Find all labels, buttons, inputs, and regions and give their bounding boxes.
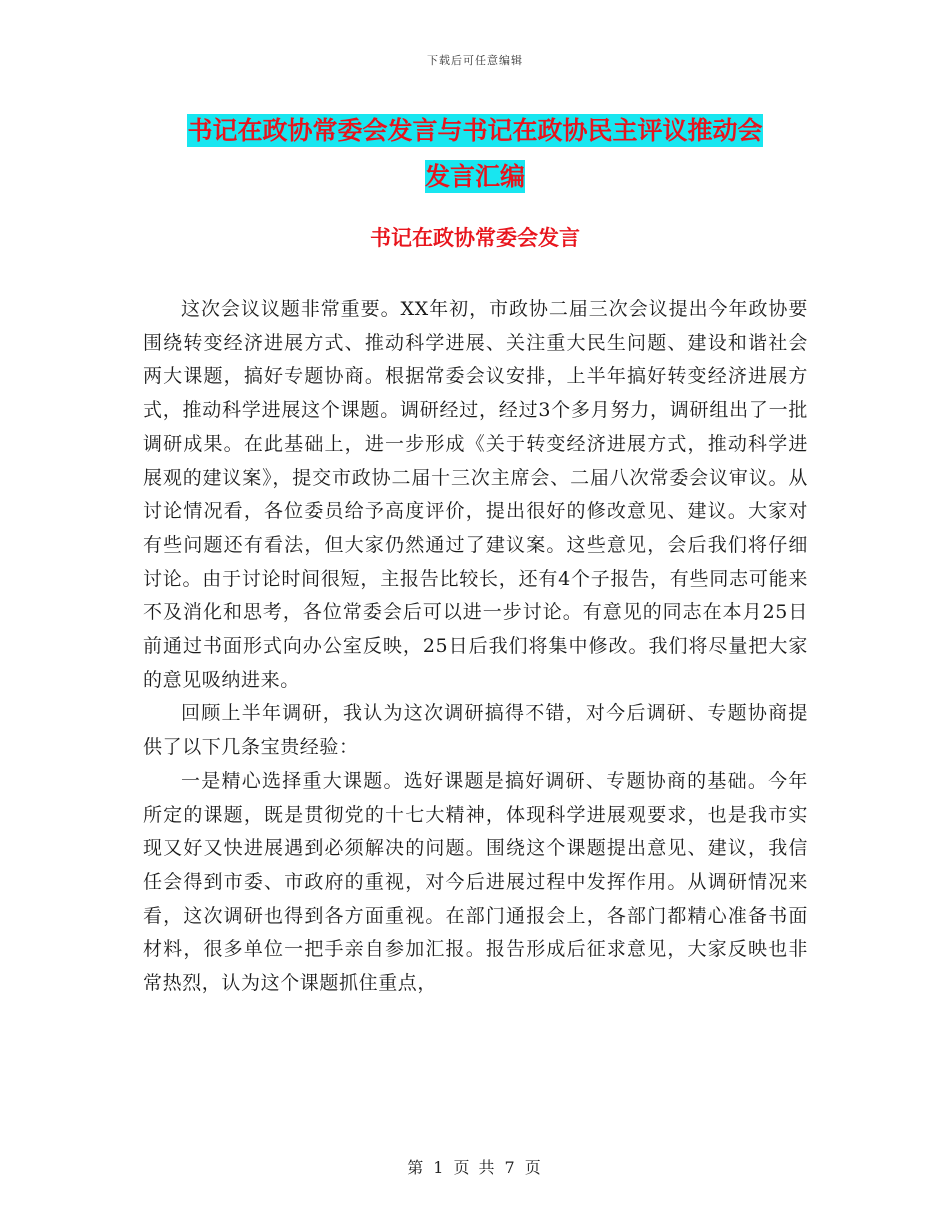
document-title xyxy=(140,108,810,200)
document-title-line1: 书记在政协常委会发言与书记在政协民主评议推动会 xyxy=(187,116,763,145)
document-title-line2: 发言汇编 xyxy=(424,162,525,191)
section-title: 书记在政协常委会发言 xyxy=(370,225,580,250)
footer-prefix: 第 xyxy=(407,1158,426,1177)
body-paragraph: 回顾上半年调研，我认为这次调研搞得不错，对今后调研、专题协商提供了以下几条宝贵经验： xyxy=(143,702,808,759)
footer-middle: 页 共 xyxy=(453,1158,497,1177)
body-paragraph: 一是精心选择重大课题。选好课题是搞好调研、专题协商的基础。今年所定的课题，既是贯彻党的十七大精神，体现科学进展观要求，也是我市实现又好又快进展遇到必须解决的问题。围绕这个课题提出意见、建议，我信任会得到市委、市政府的重视，对今后进展过程中发挥作用。从调研情况来看，这次调研也得到各方面重视。在部门通报会上，各部门都精心准备书面材料，很多单位一把手亲自参加汇报。报告形成后征求意见，大家反映也非常热烈，认为这个课题抓住重点， xyxy=(143,769,808,995)
page-header-note: 下载后可任意编辑 xyxy=(427,54,523,67)
footer-total-pages: 7 xyxy=(504,1158,517,1177)
footer-suffix: 页 xyxy=(524,1158,543,1177)
body-paragraph: 这次会议议题非常重要。XX年初，市政协二届三次会议提出今年政协要围绕转变经济进展方式、推动科学进展、关注重大民生问题、建设和谐社会两大课题，搞好专题协商。根据常委会议安排，上半年搞好转变经济进展方式，推动科学进展这个课题。调研经过，经过3个多月努力，调研组出了一批调研成果。在此基础上，进一步形成《关于转变经济进展方式，推动科学进展观的建议案》，提交市政协二届十三次主席会、二届八次常委会议审议。从讨论情况看，各位委员给予高度评价，提出很好的修改意见、建议。大家对有些问题还有看法，但大家仍然通过了建议案。这些意见，会后我们将仔细讨论。由于讨论时间很短，主报告比较长，还有4个子报告，有些同志可能来不及消化和思考，各位常委会后可以进一步讨论。有意见的同志在本月25日前通过书面形式向办公室反映，25日后我们将集中修改。我们将尽量把大家的意见吸纳进来。 xyxy=(143,298,808,691)
document-body xyxy=(143,293,808,1001)
footer-current-page: 1 xyxy=(433,1158,446,1177)
page-footer xyxy=(0,1155,950,1178)
